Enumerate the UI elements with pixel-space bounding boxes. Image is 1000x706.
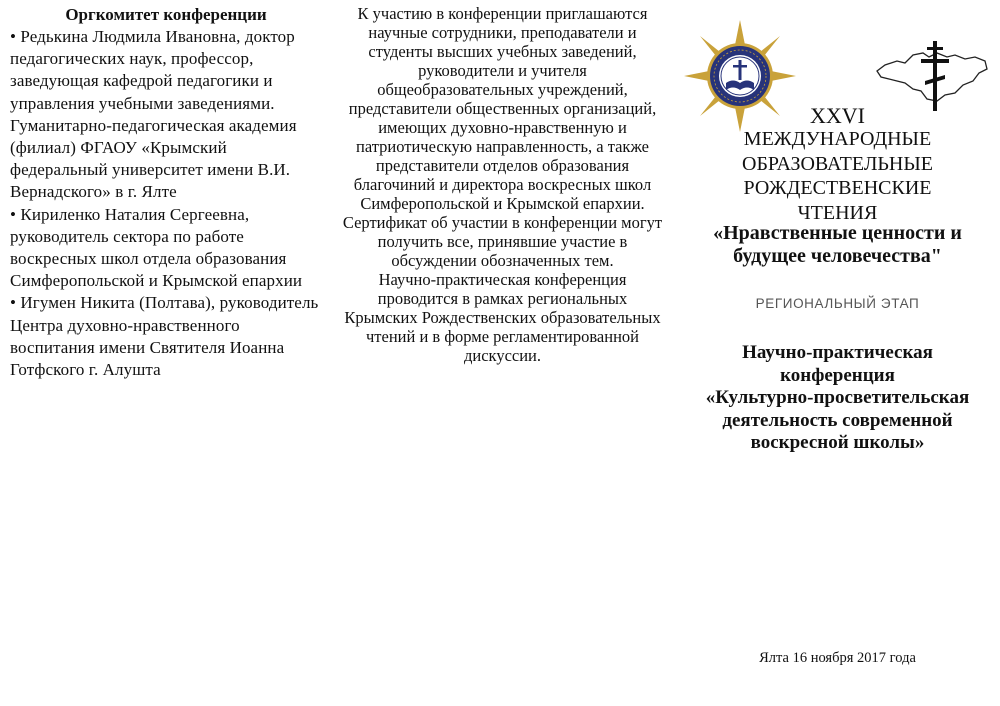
event-theme [675, 222, 1000, 268]
committee-title: Оргкомитет конференции [65, 5, 267, 24]
committee-member: • Игумен Никита (Полтава), руководитель Центра духовно-нравственного воспитания имени Святителя Иоанна Готфского г. Алушта [10, 293, 319, 380]
conference-title-line: деятельность современной [722, 409, 953, 431]
event-theme-line: будущее человечества" [733, 245, 942, 267]
event-title-line: МЕЖДУНАРОДНЫЕ [743, 128, 932, 150]
event-date: Ялта 16 ноября 2017 года [759, 650, 916, 666]
committee-list [10, 26, 322, 381]
cover-panel [675, 0, 1000, 706]
crimea-map-cross-icon [875, 35, 990, 115]
participation-paragraph: К участию в конференции приглашаются научные сотрудники, преподаватели и студенты высших учебных заведений, руководители и учителя общеобразовательных учреждений, представители общественных организаций, имеющих духовно-нравственную и патриотическую направленность, а также представители отделов образования благочиний и директора воскресных школ Симферопольской и Крымской епархии. [348, 4, 657, 213]
edition-number: XXVI [810, 103, 865, 128]
event-title-line: РОЖДЕСТВЕНСКИЕ [743, 177, 932, 199]
stage-label: РЕГИОНАЛЬНЫЙ ЭТАП [755, 296, 920, 311]
organizing-committee-panel [0, 0, 330, 706]
committee-member: • Кириленко Наталия Сергеевна, руководитель сектора по работе воскресных школ отдела образования Симферопольской и Крымской епархии [10, 204, 303, 291]
event-title [675, 127, 1000, 225]
event-title-line: ОБРАЗОВАТЕЛЬНЫЕ [742, 152, 933, 175]
participation-panel [340, 0, 665, 706]
conference-title-line: конференция [780, 364, 895, 386]
conference-title-line: воскресной школы» [750, 432, 925, 453]
conference-title-line: Научно-практическая [742, 342, 933, 363]
certificate-paragraph: Сертификат об участии в конференции могут получить все, принявшие участие в обсуждении обозначенных тем. [342, 213, 663, 270]
event-title-line: ЧТЕНИЯ [797, 201, 878, 224]
event-theme-line: «Нравственные ценности и [713, 222, 962, 244]
format-paragraph: Научно-практическая конференция проводится в рамках региональных Крымских Рождественских образовательных чтений и в форме регламентированной дискуссии. [344, 270, 661, 365]
conference-title [675, 342, 1000, 455]
conference-title-line: «Культурно-просветительская [705, 387, 970, 408]
committee-member: • Редькина Людмила Ивановна, доктор педагогических наук, профессор, заведующая кафедрой педагогики и управления учебными заведениями. Гуманитарно-педагогическая академия (филиал) ФГАОУ «Крымский федеральный университет имени В.И. Вернадского» в г. Ялте [10, 27, 297, 202]
